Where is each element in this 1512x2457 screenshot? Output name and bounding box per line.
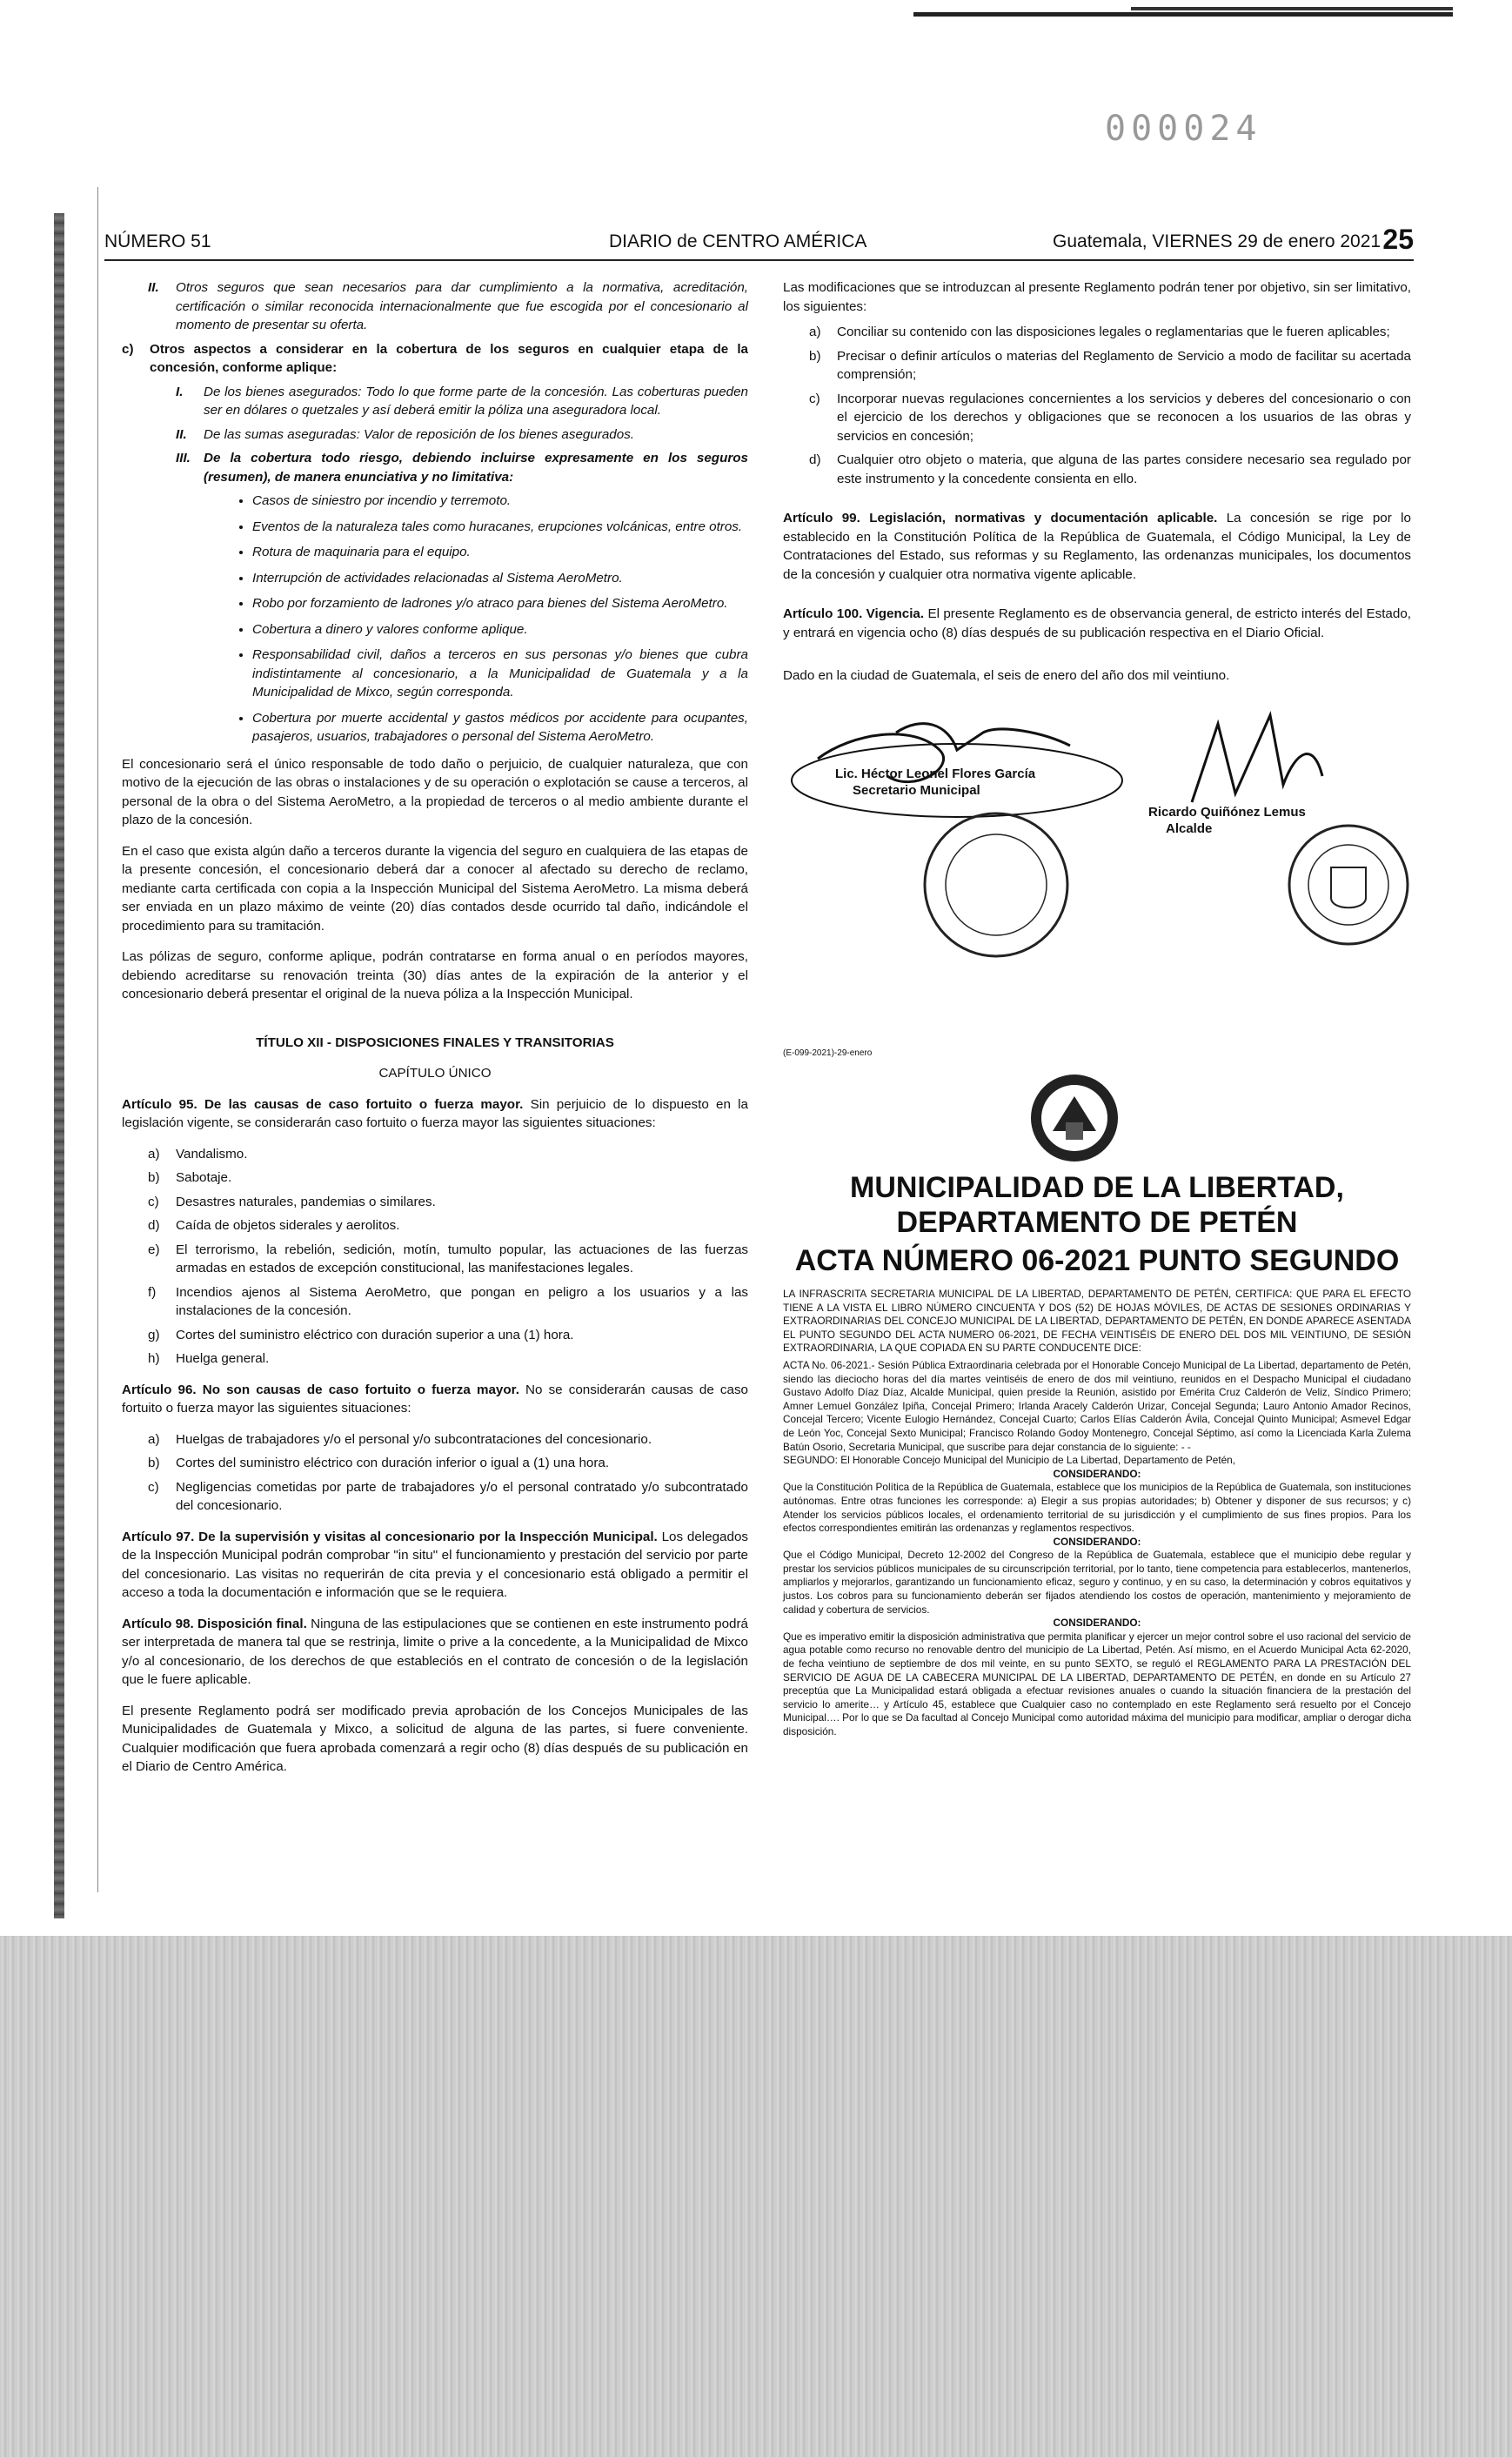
list-item: b) Sabotaje. bbox=[148, 1170, 232, 1185]
sub-item-ii: II. De las sumas aseguradas: Valor de reposición de los bienes asegurados. bbox=[176, 426, 635, 442]
list-item: d) Caída de objetos siderales y aerolitos. bbox=[148, 1218, 400, 1233]
page-number: 25 bbox=[1382, 224, 1414, 255]
acta-body bbox=[783, 1288, 1411, 1739]
municipality-logo-icon bbox=[1027, 1070, 1122, 1166]
list-item: c) Desastres naturales, pandemias o similares. bbox=[148, 1194, 436, 1209]
paragraph: El presente Reglamento podrá ser modificado previa aprobación de los Concejos Municipales de las Municipalidades de Guatemala y Mixco, a solicitud de alguna de las partes, si fuere conveniente. Cualquier modificación que fuera aprobada comenzará a regir ocho (8) días después de su publicación en el Diario de Centro América. bbox=[122, 1703, 748, 1774]
list-item: b) Precisar o definir artículos o materias del Reglamento de Servicio a modo de facilitar su acertada comprensión; bbox=[809, 348, 1411, 382]
margin-line bbox=[97, 187, 98, 1892]
signature-area bbox=[783, 698, 1411, 1063]
list-item: • Cobertura a dinero y valores conforme aplique. bbox=[252, 620, 748, 639]
sub-item-i: I. De los bienes asegurados: Todo lo que forme parte de la concesión. Las coberturas pueden ser en dólares o quetzales y así deberá emitir la póliza una aseguradora local. bbox=[176, 384, 748, 418]
scan-gray-area bbox=[0, 1936, 1512, 2457]
acta-paragraph: SEGUNDO: El Honorable Concejo Municipal del Municipio de La Libertad, Departamento de Petén, bbox=[783, 1454, 1236, 1467]
acta-paragraph: Que el Código Municipal, Decreto 12-2002 del Congreso de la República de Guatemala, establece que el municipio debe regular y prestar los servicios públicos municipales de su circunscripción territorial, por lo tanto, tiene competencia para establecerlos, mantenerlos, ampliarlos y mejorarlos, garantizando un funcionamiento eficaz, seguro y continuo, y en su caso, la determinación y cobros equitativos y justos. Los cobros para su funcionamiento deberán ser fijados atendiendo los costos de operación, mantenimiento y mejoramiento de calidad y cobertura de servicios. bbox=[783, 1549, 1411, 1616]
paragraph: En el caso que exista algún daño a terceros durante la vigencia del seguro en cualquiera de las etapas de la presente concesión, el concesionario deberá dar a conocer al afectado su derecho de reclamo, mediante carta certificada con copia a la Inspección Municipal del Sistema AeroMetro. La misma deberá ser enviada en un plazo máximo de veinte (20) días contados desde ocurrido tal daño, indicándole el procedimiento para su tramitación. bbox=[122, 843, 748, 934]
right-column bbox=[783, 278, 1411, 1063]
coverage-bullets bbox=[122, 492, 748, 746]
paragraph: Las modificaciones que se introduzcan al presente Reglamento podrán tener por objetivo, sin ser limitativo, los siguientes: bbox=[783, 280, 1411, 314]
item-ii: II. Otros seguros que sean necesarios para dar cumplimiento a la normativa, acreditación, certificación o similar reconocida internacionalmente que fue escogida por el concesionario al momento de presentar su oferta. bbox=[148, 280, 748, 332]
art95-list bbox=[122, 1145, 748, 1369]
issue-date: Guatemala, VIERNES 29 de enero 2021 bbox=[1053, 231, 1382, 251]
list-item: • Robo por forzamiento de ladrones y/o atraco para bienes del Sistema AeroMetro. bbox=[252, 594, 748, 613]
acta-title: ACTA NÚMERO 06-2021 PUNTO SEGUNDO bbox=[794, 1244, 1400, 1277]
acta-paragraph: ACTA No. 06-2021.- Sesión Pública Extraordinaria celebrada por el Honorable Concejo Municipal de La Libertad, departamento de Petén, siendo las dieciocho horas del día martes veintiséis de enero de dos mil veintiuno, reunidos en el Despacho Municipal el ciudadano Gustavo Adolfo Díaz Díaz, Alcalde Municipal, quien preside la Reunión, asistido por Emérita Cruz Calderón de Veliz, Síndico Primero; Amner Lemuel González Ipiña, Concejal Primero; Irlanda Aracely Calderón Urizar, Concejal Segunda; Lauro Antonio Amador Recinos, Concejal Tercero; Vicente Eulogio Hernández, Concejal Cuarto; Carlos Elías Calderón Ávila, Concejal Quinto Municipal; Asmevel Edgar de León Yoc, Concejal Sexto Municipal; Francisco Rolando Godoy Montenegro, Concejal Séptimo, así como la Licenciada Karla Zulema Batún Osorio, Secretaria Municipal, que suscribe para dejar constancia de lo siguiente: - - bbox=[783, 1358, 1411, 1453]
modification-list bbox=[783, 323, 1411, 488]
list-item: b) Cortes del suministro eléctrico con duración inferior o igual a (1) una hora. bbox=[148, 1456, 610, 1470]
list-item: c) Incorporar nuevas regulaciones concernientes a los servicios y deberes del concesionario o con el ejercicio de los derechos y obligaciones que se reconocen a los usuarios de las obras y servicios en concesión; bbox=[809, 391, 1411, 444]
list-item: g) Cortes del suministro eléctrico con duración superior a una (1) hora. bbox=[148, 1327, 574, 1342]
article-98: Artículo 98. Disposición final. Ninguna de las estipulaciones que se contienen en este instrumento podrá ser interpretada de manera tal que se restrinja, limite o prive a la concedente, a la Municipalidad de Mixco y/o al concesionario, de los derechos de que estableciós en el contrato de concesión o de la legislación que le fuere aplicable. bbox=[122, 1616, 748, 1687]
list-item: a) Huelgas de trabajadores y/o el personal y/o subcontrataciones del concesionario. bbox=[148, 1431, 652, 1447]
list-item: a) Conciliar su contenido con las disposiciones legales o reglamentarias que le fueren aplicables; bbox=[809, 325, 1390, 339]
list-item: • Rotura de maquinaria para el equipo. bbox=[252, 543, 748, 562]
paragraph: El concesionario será el único responsable de todo daño o perjuicio, de cualquier naturaleza, que con motivo de la ejecución de las obras o instalaciones y de su operación o explotación se cause a terceros, al personal de la obra o del Sistema AeroMetro, a la propiedad de terceros o al medio ambiente durante el plazo de la concesión. bbox=[122, 756, 748, 827]
article-96: Artículo 96. No son causas de caso fortuito o fuerza mayor. No se considerarán causas de caso fortuito o fuerza mayor las siguientes situaciones: bbox=[122, 1382, 749, 1416]
title-xii: TÍTULO XII - DISPOSICIONES FINALES Y TRANSITORIAS bbox=[256, 1034, 614, 1050]
signatures-graphic bbox=[783, 698, 1411, 1063]
newspaper-name: DIARIO de CENTRO AMÉRICA bbox=[609, 231, 867, 251]
article-97: Artículo 97. De la supervisión y visitas al concesionario por la Inspección Municipal. Los delegados de la Inspección Municipal podrán comprobar "in situ" el funcionamiento y prestación del servicio por parte del concesionario. Las visitas no requerirán de cita previa y el concesionario está obligado a permitir el acceso a toda la documentación e información que se le requiera. bbox=[122, 1529, 748, 1600]
list-item: • Eventos de la naturaleza tales como huracanes, erupciones volcánicas, entre otros. bbox=[252, 518, 748, 537]
article-95: Artículo 95. De las causas de caso fortuito o fuerza mayor. Sin perjuicio de lo dispuesto en la legislación vigente, se considerarán caso fortuito o fuerza mayor las siguientes situaciones: bbox=[122, 1096, 748, 1130]
folio-stamp: 000024 bbox=[1105, 109, 1262, 149]
mayor-signature: Ricardo Quiñónez Lemus Alcalde bbox=[1148, 804, 1306, 836]
left-column bbox=[122, 278, 748, 1789]
list-item: • Casos de siniestro por incendio y terremoto. bbox=[252, 492, 748, 511]
list-item: • Interrupción de actividades relacionadas al Sistema AeroMetro. bbox=[252, 569, 748, 588]
list-item: • Responsabilidad civil, daños a terceros en sus personas y/o bienes que cubra indistintamente al concesionario, a la Municipalidad de Guatemala y a la Municipalidad de Mixco, según corresponda. bbox=[252, 646, 748, 702]
issue-number: NÚMERO 51 bbox=[104, 231, 211, 251]
chapter-title: CAPÍTULO ÚNICO bbox=[378, 1066, 492, 1081]
item-c: c) Otros aspectos a considerar en la cobertura de los seguros en cualquier etapa de la concesión, conforme aplique: bbox=[122, 341, 748, 375]
list-item: • Cobertura por muerte accidental y gastos médicos por accidente para ocupantes, pasajeros, usuarios, trabajadores o personal del Sistema AeroMetro. bbox=[252, 709, 748, 746]
list-item: c) Negligencias cometidas por parte de trabajadores y/o el personal contratado y/o subcontratado del concesionario. bbox=[148, 1479, 748, 1513]
article-100: Artículo 100. Vigencia. El presente Reglamento es de observancia general, de estricto interés del Estado, y entrará en vigencia ocho (8) días después de su publicación respectiva en el Diario Oficial. bbox=[783, 606, 1411, 640]
list-item: h) Huelga general. bbox=[148, 1351, 270, 1366]
top-rule bbox=[913, 12, 1453, 17]
list-item: a) Vandalismo. bbox=[148, 1146, 248, 1162]
article-99: Artículo 99. Legislación, normativas y documentación aplicable. La concesión se rige por lo establecido en la Constitución Política de la República de Guatemala, el Código Municipal, la Ley de Contrataciones del Estado, sus reformas y su Reglamento, las ordenanzas municipales, los documentos de la concesión y cualquier otra normativa vigente aplicable. bbox=[783, 511, 1411, 582]
paragraph: Las pólizas de seguro, conforme aplique, podrán contratarse en forma anual o en períodos mayores, debiendo acreditarse su renovación treinta (30) días antes de la expiración de la anterior y el concesionario deberá presentar el original de la nueva póliza a la Inspección Municipal. bbox=[122, 949, 748, 1001]
list-item: f) Incendios ajenos al Sistema AeroMetro, que pongan en peligro a los usuarios y a las instalaciones de la concesión. bbox=[148, 1284, 748, 1318]
list-item: d) Cualquier otro objeto o materia, que alguna de las partes considere necesario sea regulado por este instrumento y la concedente consienta en ello. bbox=[809, 452, 1411, 486]
acta-paragraph: Que es imperativo emitir la disposición administrativa que permita planificar y ejercer un mejor control sobre el uso racional del servicio de agua potable como recurso no renovable dentro del municipio de La Libertad, Petén. Así mismo, en el Acuerdo Municipal Acta 62-2020, de fecha veintiuno de septiembre de dos mil veinte, en su punto SEXTO, se reguló el REGLAMENTO PARA LA PRESTACIÓN DEL SERVICIO DE AGUA DE LA CABECERA MUNICIPAL DE LA LIBERTAD, DEPARTAMENTO DE PETÉN, en donde en su Artículo 27 preceptúa que La Municipalidad estará obligada a efectuar revisiones anuales o cuando la situación financiera de la prestación del servicio lo amerite… y Artículo 45, establece que Cualquier caso no contemplado en este Reglamento será resuelto por el Concejo Municipal…. Por lo que se Da facultad al Concejo Municipal como autoridad máxima del municipio para modificar, ampliar o derogar dicha disposición. bbox=[783, 1630, 1411, 1737]
top-rule-thin bbox=[1131, 7, 1453, 10]
secretary-signature: Lic. Héctor Leonel Flores García Secretario Municipal bbox=[835, 766, 1036, 798]
municipality-title: MUNICIPALIDAD DE LA LIBERTAD, DEPARTAMENTO DE PETÉN bbox=[850, 1171, 1344, 1239]
considerando-heading: CONSIDERANDO: bbox=[1053, 1617, 1141, 1630]
considerando-heading: CONSIDERANDO: bbox=[1053, 1535, 1141, 1548]
page-header bbox=[104, 224, 1414, 261]
date-given: Dado en la ciudad de Guatemala, el seis de enero del año dos mil veintiuno. bbox=[783, 668, 1230, 683]
list-item: e) El terrorismo, la rebelión, sedición, motín, tumulto popular, las actuaciones de las fuerzas armadas en estados de excepción constitucional, las manifestaciones legales. bbox=[148, 1242, 748, 1275]
acta-intro: LA INFRASCRITA SECRETARIA MUNICIPAL DE LA LIBERTAD, DEPARTAMENTO DE PETÉN, CERTIFICA: QUE PARA EL EFECTO TIENE A LA VISTA EL LIBRO NÚMERO CINCUENTA Y DOS (52) DE HOJAS MÓVILES, DE ACTAS DE SESIONES ORDINARIAS Y EXTRAORDINARIAS DEL CONCEJO MUNICIPAL DE LA LIBERTAD, DEPARTAMENTO DE PETÉN, EN DONDE APARECE ASENTADA EL PUNTO SEGUNDO DEL ACTA NUMERO 06-2021, DE FECHA VEINTISÉIS DE ENERO DEL DOS MIL VEINTIUNO, DE SESIÓN EXTRAORDINARIA, LA QUE COPIADA EN SU PARTE CONDUCENTE DICE: bbox=[783, 1288, 1411, 1355]
acta-paragraph: Que la Constitución Política de la República de Guatemala, establece que los municipios de la República de Guatemala, son instituciones autónomas. Entre otras funciones les corresponde: a) Elegir a sus propias autoridades; b) Obtener y disponer de sus recursos; y c) Atender los servicios públicos locales, el ordenamiento territorial de su jurisdicción y el cumplimiento de sus fines propios. Para los efectos correspondientes emitirán las ordenanzas y reglamentos respectivos. bbox=[783, 1481, 1411, 1535]
art96-list bbox=[122, 1430, 748, 1516]
sub-item-iii: III. De la cobertura todo riesgo, debiendo incluirse expresamente en los seguros (resumen), de manera enunciativa y no limitativa: bbox=[176, 451, 748, 485]
publication-ref: (E-099-2021)-29-enero bbox=[783, 1048, 873, 1058]
considerando-heading: CONSIDERANDO: bbox=[1053, 1467, 1141, 1480]
scan-edge-bar bbox=[54, 213, 64, 1918]
